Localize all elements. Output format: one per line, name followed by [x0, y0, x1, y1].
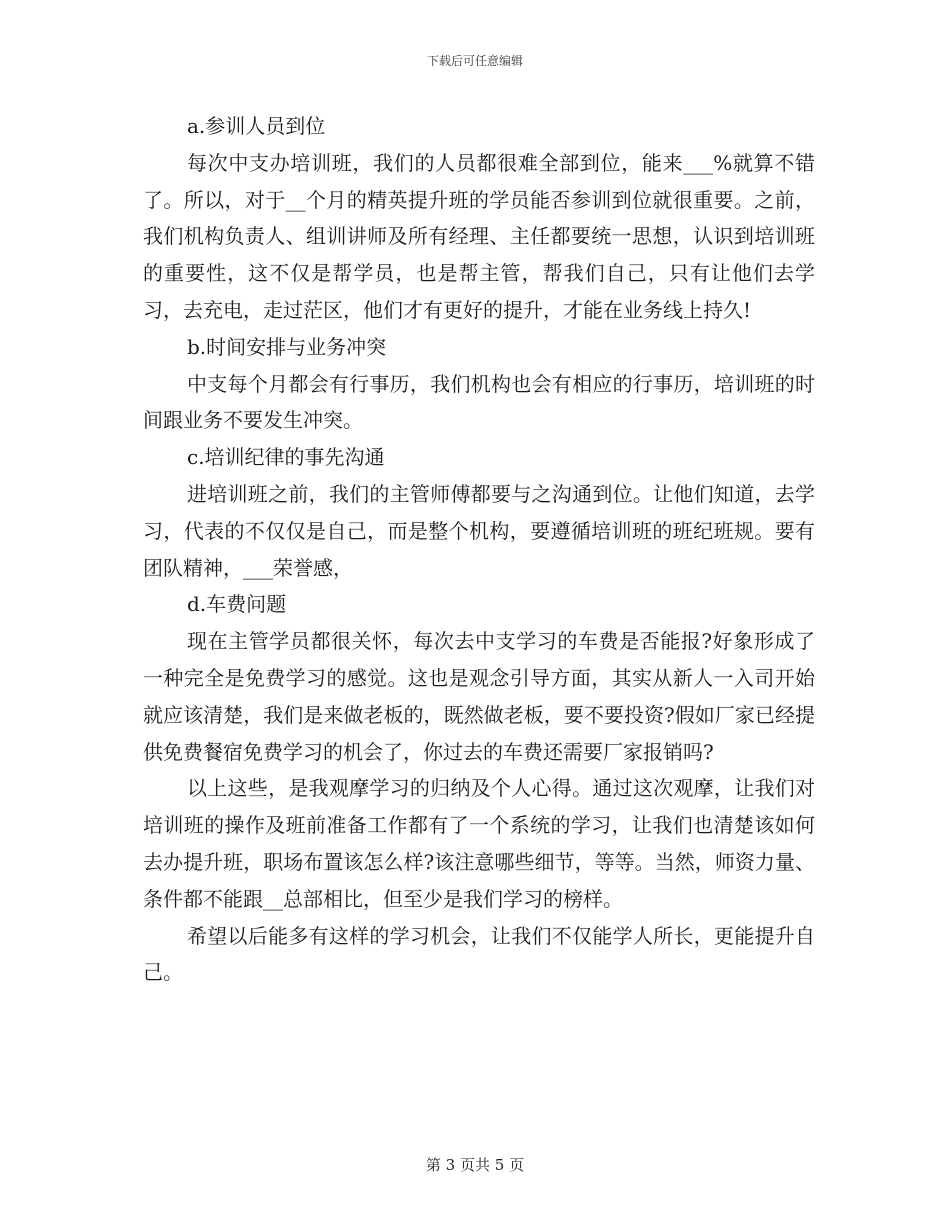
paragraph-attendance: 每次中支办培训班，我们的人员都很难全部到位，能来___%就算不错了。所以，对于__个月的精英提升班的学员能否参训到位就很重要。之前，我们机构负责人、组训讲师及所有经理、主任都要统一思想，认识到培训班的重要性，这不仅是帮学员，也是帮主管，帮我们自己，只有让他们去学习，去充电，走过茫区，他们才有更好的提升，才能在业务线上持久!	[143, 150, 815, 322]
page-number-footer: 第 3 页共 5 页	[425, 1156, 525, 1174]
paragraph-discipline: 进培训班之前，我们的主管师傅都要与之沟通到位。让他们知道，去学习，代表的不仅仅是自己，而是整个机构，要遵循培训班的班纪班规。要有团队精神，___荣誉感，	[143, 481, 815, 580]
paragraph-schedule: 中支每个月都会有行事历，我们机构也会有相应的行事历，培训班的时间跟业务不要发生冲突。	[143, 371, 815, 433]
section-heading-c: c.培训纪律的事先沟通	[187, 445, 385, 470]
document-body	[143, 108, 815, 991]
paragraph-summary: 以上这些，是我观摩学习的归纳及个人心得。通过这次观摩，让我们对培训班的操作及班前准备工作都有了一个系统的学习，让我们也清楚该如何去办提升班，职场布置该怎么样?该注意哪些细节，等等。当然，师资力量、条件都不能跟__总部相比，但至少是我们学习的榜样。	[143, 776, 815, 911]
section-heading-b: b.时间安排与业务冲突	[187, 334, 387, 359]
paragraph-travel-expense: 现在主管学员都很关怀，每次去中支学习的车费是否能报?好象形成了一种完全是免费学习的感觉。这也是观念引导方面，其实从新人一入司开始就应该清楚，我们是来做老板的，既然做老板，要不要投资?假如厂家已经提供免费餐宿免费学习的机会了，你过去的车费还需要厂家报销吗?	[143, 629, 815, 764]
paragraph-closing: 希望以后能多有这样的学习机会，让我们不仅能学人所长，更能提升自己。	[143, 923, 815, 985]
section-heading-a: a.参训人员到位	[187, 114, 326, 138]
page-header: 下载后可任意编辑	[426, 54, 523, 68]
section-heading-d: d.车费问题	[187, 592, 287, 617]
